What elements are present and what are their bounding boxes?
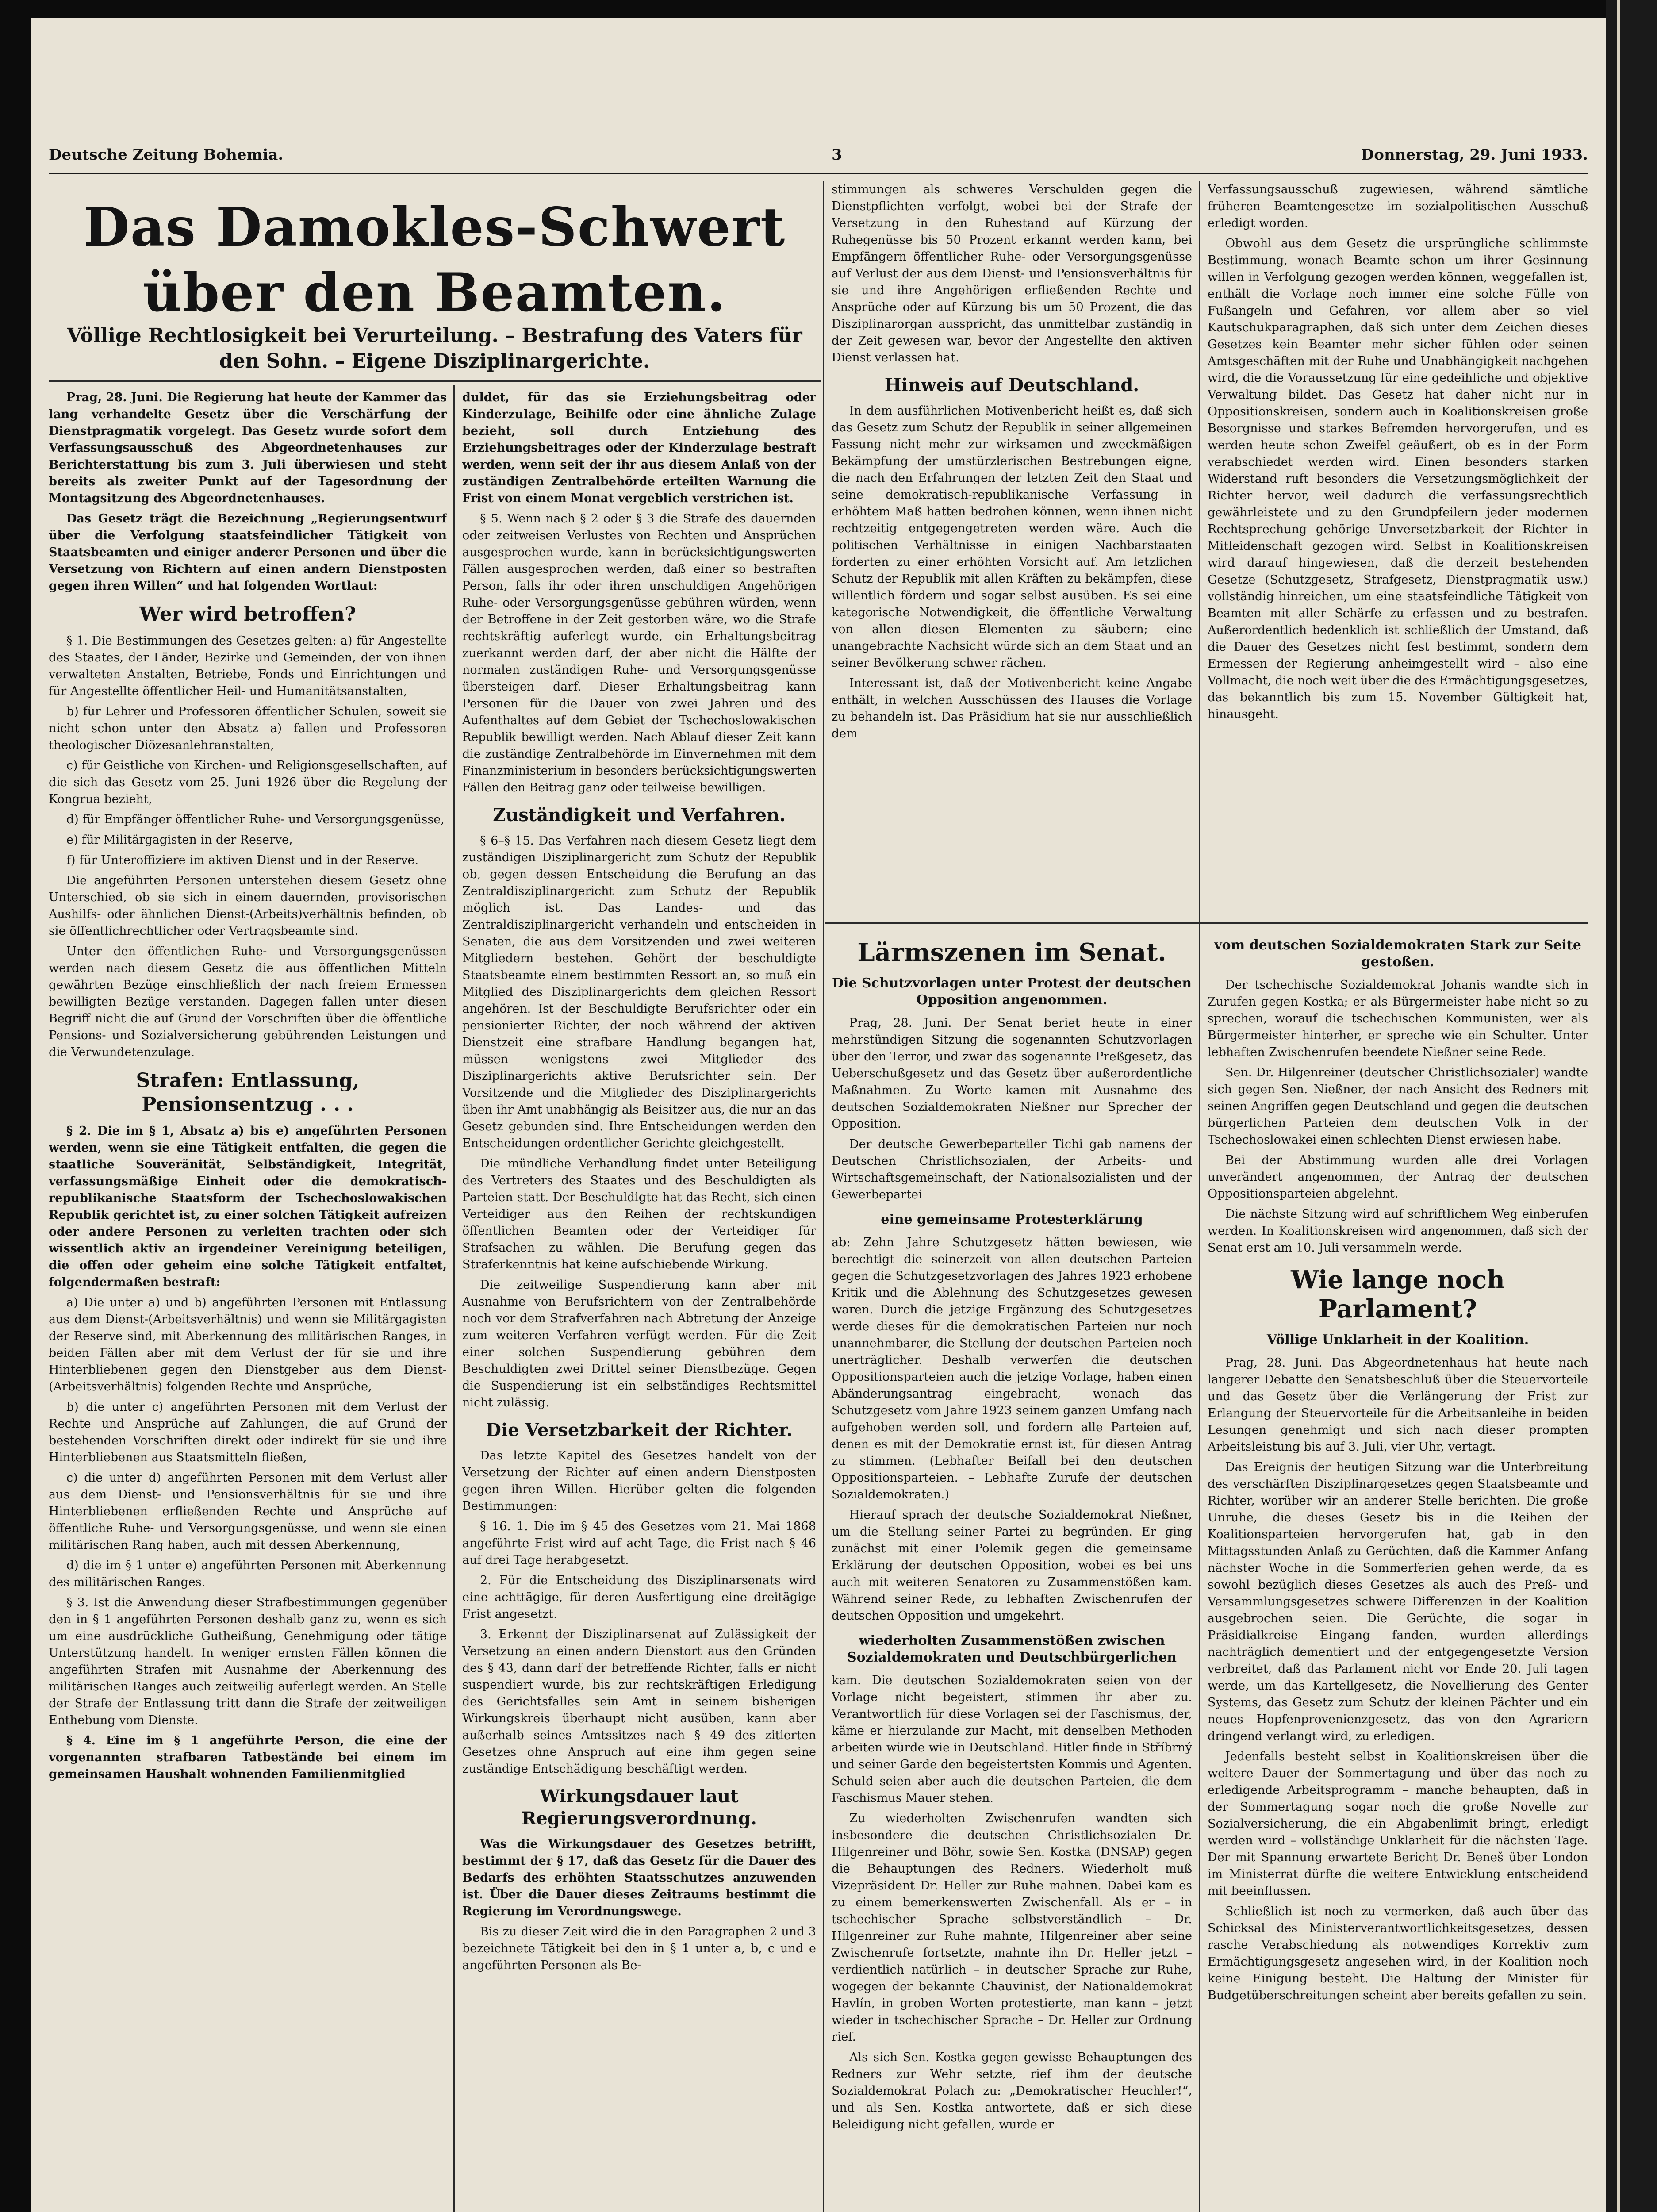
paragraph: Schließlich ist noch zu vermerken, daß auch über das Schicksal des Ministerverantwortlichkeitsgesetzes, dessen rasche Verabschiedung als notwendiges Korrektiv zum Ermächtigungsgesetz angesehen wird, in der Koalition noch keine Einigung besteht. Die Haltung der Minister für Budgetüberschreitungen scheint aber bereits gefallen zu sein. [1208,1905,1588,2002]
section-heading: Wer wird betroffen? [139,603,356,626]
paragraph: In dem ausführlichen Motivenbericht heißt es, daß sich das Gesetz zum Schutz der Republik in seiner allgemeinen Fassung nicht mehr zur wirksamen und zweckmäßigen Bekämpfung der umstürzlerischen Bestrebungen eigne, die nach den Erfahrungen der letzten Zeit den Staat und seine demokratisch-republikanische Verfassung in erhöhtem Maß hatten bedrohen können, wenn ihnen nicht rechtzeitig entgegengetreten werden wäre. Auch die politischen Verhältnisse in einigen Nachbarstaaten forderten zu einer erhöhten Vorsicht auf. Am letzlichen Schutz der Republik mit allen Kräften zu bekämpfen, diese willentlich fördern und sogar selbst ausüben. Es sei eine kategorische Notwendigkeit, die öffentliche Verwaltung von allen diesen Elementen zu säubern; eine unangebrachte Nachsicht würde sich an dem Staat und an seiner Bevölkerung schwer rächen. [832,404,1192,670]
paragraph: duldet, für das sie Erziehungsbeitrag oder Kinderzulage, Beihilfe oder eine ähnliche Zulage bezieht, soll durch Entziehung des Erziehungsbeitrages oder der Kinderzulage bestraft werden, wenn seit der ihr aus diesem Anlaß von der zuständigen Zentralbehörde erteilten Warnung die Frist von einem Monat vergeblich verstrichen ist. [462,391,816,505]
paragraph: Die mündliche Verhandlung findet unter Beteiligung des Vertreters des Staates und des Beschuldigten als Parteien statt. Der Beschuldigte hat das Recht, sich einen Verteidiger aus den Reihen der rechtskundigen öffentlichen Beamten oder der Verteidiger für Strafsachen zu wählen. Die Berufung gegen das Straferkenntnis hat keine aufschiebende Wirkung. [462,1157,816,1271]
paragraph: Jedenfalls besteht selbst in Koalitionskreisen über die weitere Dauer der Sommertagung und über das noch zu erledigende Arbeitsprogramm – manche behaupten, daß in der Sommertagung sogar noch die große Novelle zur Sozialversicherung, die ein Abgabenlimit bringt, erledigt werden wird – vollständige Unklarheit für die nächsten Tage. Der mit Spannung erwartete Bericht Dr. Beneš über London im Ministerrat dürfte die weitere Entwicklung entscheidend mit beeinflussen. [1208,1750,1588,1898]
paragraph: Prag, 28. Juni. Das Abgeordnetenhaus hat heute nach langerer Debatte den Senatsbeschluß über die Steuervorteile und das Gesetz über die Verlängerung der Frist zur Erlangung der Steuervorteile für die Arbeitsanleihe in beiden Lesungen genehmigt und sich nach dieser prompten Arbeitsleistung bis auf 3. Juli, vier Uhr, vertagt. [1208,1356,1588,1454]
section-heading: Strafen: Entlassung, Pensionsentzug . . . [136,1069,360,1116]
paragraph: f) für Unteroffiziere im aktiven Dienst und in der Reserve. [66,853,419,867]
scan-paper-strip [1617,0,1620,2212]
section-heading: Hinweis auf Deutschland. [884,375,1139,396]
paragraph: Was die Wirkungsdauer des Gesetzes betrifft, bestimmt der § 17, daß das Gesetz für die Dauer des Bedarfs des erhöhten Staatsschutzes anzuwenden ist. Über die Dauer dieses Zeitraums bestimmt die Regierung im Verordnungswege. [462,1837,816,1918]
header-date: Donnerstag, 29. Juni 1933. [1361,146,1588,164]
header-paper-name: Deutsche Zeitung Bohemia. [49,146,284,164]
paragraph: Obwohl aus dem Gesetz die ursprüngliche schlimmste Bestimmung, wonach Beamte schon um ihrer Gesinnung willen in Verfolgung gezogen werden können, weggefallen ist, enthält die Vorlage noch immer eine solche Fülle von Fußangeln und Gefahren, vor allem aber so viel Kautschukparagraphen, daß sich unter dem Zeichen dieses Gesetzes kein Beamter mehr sicher fühlen oder seinen Amtsgeschäften mit der Ruhe und Unabhängigkeit nachgehen wird, die die Voraussetzung für eine gedeihliche und objektive Verwaltung bildet. Das Gesetz hat daher nicht nur in Oppositionskreisen, sondern auch in Koalitionskreisen große Besorgnisse und starkes Befremden hervorgerufen, und es werden heute schon Zweifel geäußert, ob es in der Form verabschiedet werden wird. Einen besonders starken Widerstand ruft besonders die Versetzungsmöglichkeit der Richter hervor, weil dadurch die verfassungsrechtlich gewährleistete und zu den Grundpfeilern jeder modernen Rechtsprechung gehörige Unversetzbarkeit der Richter in Mitleidenschaft gezogen wird. Selbst in Koalitionskreisen wird darauf hingewiesen, daß die derzeit bestehenden Gesetze (Schutzgesetz, Strafgesetz, Dienstpragmatik usw.) vollständig hinreichen, um eine staatsfeindliche Tätigkeit von Beamten mit aller Schärfe zu erfassen und zu bestrafen. Außerordentlich bedenklich ist schließlich der Umstand, daß die Dauer des Gesetzes nicht fest bestimmt, sondern dem Ermessen der Regierung anheimgestellt wird – also eine Vollmacht, die noch weit über die des Ermächtigungsgesetzes, das bekanntlich bis zum 15. November Gültigkeit hat, hinausgeht. [1208,237,1588,721]
section-heading: Die Versetzbarkeit der Richter. [486,1420,793,1440]
paragraph: Bei der Abstimmung wurden alle drei Vorlagen unverändert angenommen, der Antrag der deutschen Oppositionsparteien abgelehnt. [1208,1153,1588,1201]
paragraph: § 6–§ 15. Das Verfahren nach diesem Gesetz liegt dem zuständigen Disziplinargericht zum Schutz der Republik ob, gegen dessen Entscheidung die Berufung an das Zentraldisziplinargericht zum Schutz der Republik möglich ist. Das Landes- und das Zentraldisziplinargericht verhandeln und entscheiden in Senaten, die aus dem Vorsitzenden und zwei weiteren Mitgliedern bestehen. Gehört der beschuldigte Staatsbeamte einem bestimmten Ressort an, so muß ein Mitglied des Disziplinargerichts dem gleichen Ressort angehören. Ist der Beschuldigte Berufsrichter oder ein pensionierter Richter, der noch während der aktiven Dienstzeit eine strafbare Handlung begangen hat, müssen wenigstens zwei Mitglieder des Disziplinargerichts aktive Berufsrichter sein. Der Vorsitzende und die Mitglieder des Disziplinargerichts üben ihr Amt unabhängig als Beisitzer aus, die nur an das Gesetz gebunden sind. Ihre Entscheidungen werden den Entscheidungen ordentlicher Gerichte gleichgestellt. [462,834,816,1150]
section-heading: Zuständigkeit und Verfahren. [493,805,786,826]
section-subheading: Völlige Unklarheit in der Koalition. [1266,1332,1529,1348]
column-rule-1 [453,385,455,2212]
paragraph: § 5. Wenn nach § 2 oder § 3 die Strafe des dauernden oder zeitweisen Verlustes von Rechten und Ansprüchen ausgesprochen wurde, kann in berücksichtigungswerten Fällen ausgesprochen werden, daß einer so bestraften Person, falls ihr oder ihren unschuldigen Angehörigen Ruhe- oder Versorgungsgenüsse gebühren würden, wenn der Betroffene in der Zeit gestorben wäre, wo die Strafe rechtskräftig auferlegt wurde, ein Erhaltungsbeitrag zuerkannt werden darf, der aber nicht die Hälfte der normalen zuständigen Ruhe- und Versorgungsgenüsse übersteigen darf. Dieser Erhaltungsbeitrag kann Personen für die Dauer von zwei Jahren und des Aufenthaltes auf dem Gebiet der Tschechoslowakischen Republik bewilligt werden. Nach Ablauf dieser Zeit kann die zuständige Zentralbehörde im Einvernehmen mit dem Finanzministerium in besonders berücksichtigungswerten Fällen den Beitrag ganz oder teilweise bewilligen. [462,512,816,795]
paragraph: Das Gesetz trägt die Bezeichnung „Regierungsentwurf über die Verfolgung staatsfeindlicher Tätigkeit von Staatsbeamten und einiger anderer Personen und über die Versetzung von Richtern auf einen andern Dienstposten gegen ihren Willen“ und hat folgenden Wortlaut: [49,512,447,593]
paragraph: Die angeführten Personen unterstehen diesem Gesetz ohne Unterschied, ob sie sich in einem dauernden, provisorischen Aushilfs- oder ähnlichen Dienst-(Arbeits)verhältnis befinden, ob sie öffentlichrechtlicher oder Vertragsbeamte sind. [49,874,447,938]
paragraph: 2. Für die Entscheidung des Disziplinarsenats wird eine achttägige, für deren Ausfertigung eine dreitägige Frist angesetzt. [462,1574,816,1621]
paragraph: Verfassungsausschuß zugewiesen, während sämtliche früheren Beamtengesetze im sozialpolitischen Ausschuß erledigt worden. [1208,183,1588,230]
paragraph: Das letzte Kapitel des Gesetzes handelt von der Versetzung der Richter auf einen andern Dienstposten gegen ihren Willen. Hierüber gelten die folgenden Bestimmungen: [462,1449,816,1513]
column-2 [462,389,816,2212]
column-1 [49,389,447,2212]
paragraph: § 4. Eine im § 1 angeführte Person, die eine der vorgenannten strafbaren Tatbestände bei einem im gemeinsamen Haushalt wohnenden Familienmitglied [49,1734,447,1781]
paragraph: 3. Erkennt der Disziplinarsenat auf Zulässigkeit der Versetzung an einen andern Dienstort aus den Gründen des § 43, dann darf der betreffende Richter, falls er nicht suspendiert wurde, bis zur rechtskräftigen Erledigung des Gerichtsfalles sein Amt in seinem bisherigen Wirkungskreis überhaupt nicht ausüben, kann aber außerhalb seines Amtssitzes nach § 49 des zitierten Gesetzes ohne Anspruch auf eine ihm gegen seine zuständige Entschädigung beschäftigt werden. [462,1628,816,1776]
newspaper-page [31,18,1606,2212]
header-page-number: 3 [832,146,842,164]
paragraph: ab: Zehn Jahre Schutzgesetz hätten bewiesen, wie berechtigt die seinerzeit von allen deutschen Parteien gegen die Schutzgesetzvorlagen des Jahres 1923 erhobene Kritik und die Ablehnung des Schutzgesetzes gewesen waren. Durch die jetzige Ergänzung des Schutzgesetzes werde dieses für die demokratischen Parteien nur noch unannehmbarer, die Stellung der deutschen Parteien noch unerträglicher. Deshalb verwerfen die deutschen Oppositionsparteien auch die jetzige Vorlage, haben einen Abänderungsantrag eingebracht, wonach das Schutzgesetz vom Jahre 1923 seinem ganzen Umfang nach aufgehoben werden soll, und fordern alle Parteien auf, denen es mit der Demokratie ernst ist, für diesen Antrag zu stimmen. (Lebhafter Beifall bei den deutschen Oppositionsparteien. – Lebhafte Zurufe der deutschen Sozialdemokraten.) [832,1236,1192,1502]
section-subheading: wiederholten Zusammenstößen zwischen Sozialdemokraten und Deutschbürgerlichen [847,1633,1177,1665]
paragraph: c) für Geistliche von Kirchen- und Religionsgesellschaften, auf die sich das Gesetz vom 25. Juni 1926 über die Regelung der Kongrua bezieht, [49,759,447,806]
paragraph: Bis zu dieser Zeit wird die in den Paragraphen 2 und 3 bezeichnete Tätigkeit bei den in § 1 unter a, b, c und e angeführten Personen als Be- [462,1925,816,1972]
main-headline: Das Damokles-Schwert über den Beamten. [83,196,786,324]
paragraph: stimmungen als schweres Verschulden gegen die Dienstpflichten verfolgt, wobei bei der Strafe der Versetzung in den Ruhestand auf Kürzung der Ruhegenüsse bis 50 Prozent erkannt werden kann, bei Empfängern öffentlicher Ruhe- oder Versorgungsgenüsse auf Verlust der aus dem Dienst- und Pensionsverhältnis für sie und ihre Angehörigen erfließenden Rechte und Ansprüche oder auf Kürzung bis um 50 Prozent, die das Disziplinarorgan ausspricht, das unmittelbar zuständig in der Zeit gewesen war, bevor der Angestellte den aktiven Dienst verlassen hat. [832,183,1192,365]
paragraph: Die nächste Sitzung wird auf schriftlichem Weg einberufen werden. In Koalitionskreisen wird angenommen, daß sich der Senat erst am 10. Juli versammeln werde. [1208,1207,1588,1255]
paragraph: Prag, 28. Juni. Der Senat beriet heute in einer mehrstündigen Sitzung die sogenannten Schutzvorlagen über den Terror, und zwar das sogenannte Preßgesetz, das Ueberschußgesetz und das Gesetz über außerordentliche Maßnahmen. Zu Worte kamen mit Ausnahme des deutschen Sozialdemokraten Nießner nur Sprecher der Opposition. [832,1016,1192,1131]
section-subheading: vom deutschen Sozialdemokraten Stark zur Seite gestoßen. [1214,937,1581,970]
section-heading: Wirkungsdauer laut Regierungsverordnung. [522,1786,757,1829]
paragraph: § 1. Die Bestimmungen des Gesetzes gelten: a) für Angestellte des Staates, der Länder, Bezirke und Gemeinden, der von ihnen verwalteten Anstalten, Betriebe, Fonds und Einrichtungen und für Angestellte öffentlicher Heil- und Humanitätsanstalten, [49,634,447,698]
paragraph: Das Ereignis der heutigen Sitzung war die Unterbreitung des verschärften Disziplinargesetzes gegen Staatsbeamte und Richter, worüber wir an anderer Stelle berichten. Die große Unruhe, die dieses Gesetz bis in die Reihen der Koalitionsparteien hervorgerufen hat, gab in den Mittagsstunden Anlaß zu Gerüchten, daß die Kammer Anfang nächster Woche in die Sommerferien gehen werde, da es sowohl bezüglich dieses Gesetzes als auch des Preß- und Versammlungsgesetzes schwere Differenzen in der Koalition ausgebrochen seien. Die Gerüchte, die sogar in Präsidialkreise Eingang fanden, wurden allerdings nachträglich dementiert und der entgegengesetzte Version verbreitet, daß das Parlament nicht vor Ende 20. Juli tagen werde, um das Kartellgesetz, die Novellierung des Genter Systems, das Gesetz zum Schutz der kleinen Pächter und ein neues Hopfenprovenienzgesetz, das von den Agrariern dringend verlangt wird, zu erledigen. [1208,1460,1588,1743]
main-subheadline: Völlige Rechtlosigkeit bei Verurteilung. – Bestrafung des Vaters für den Sohn. – Eigene Disziplinargerichte. [67,324,802,373]
scan-dark-edge [1606,0,1657,2212]
paragraph: Interessant ist, daß der Motivenbericht keine Angabe enthält, in welchen Ausschüssen des Hauses die Vorlage zu behandeln ist. Das Präsidium hat sie nur ausschließlich dem [832,676,1192,741]
paragraph: kam. Die deutschen Sozialdemokraten seien von der Vorlage nicht begeistert, stimmen ihr aber zu. Verantwortlich für diese Vorlagen sei der Faschismus, der, käme er hierzulande zur Macht, mit denselben Methoden arbeiten würde wie in Deutschland. Hitler finde in Stříbrný und seiner Garde den begeistertsten Kommis und Agenten. Schuld seien aber auch die deutschen Parteien, die dem Faschismus Mauer stehen. [832,1674,1192,1805]
page-header [49,146,1588,173]
paragraph: Hierauf sprach der deutsche Sozialdemokrat Nießner, um die Stellung seiner Partei zu begründen. Er ging zunächst mit einer Polemik gegen die gemeinsame Erklärung der deutschen Opposition, wobei es bei uns auch mit weiteren Senatoren zu Zusammenstößen kam. Während seiner Rede, zu lebhaften Zwischenrufen der deutschen Opposition und umgekehrt. [832,1508,1192,1623]
paragraph: Prag, 28. Juni. Die Regierung hat heute der Kammer das lang verhandelte Gesetz über die Verschärfung der Dienstpragmatik vorgelegt. Das Gesetz wurde sofort dem Verfassungsausschuß des Abgeordnetenhauses zur Berichterstattung bis zum 3. Juli überwiesen und steht bereits als zweiter Punkt auf der Tagesordnung der Montagsitzung des Abgeordnetenhauses. [49,391,447,505]
section-subheading: Die Schutzvorlagen unter Protest der deutschen Opposition angenommen. [832,975,1192,1008]
paragraph: Unter den öffentlichen Ruhe- und Versorgungsgenüssen werden nach diesem Gesetz die aus öffentlichen Mitteln gewährten Bezüge einschließlich der nach freiem Ermessen bewilligten Bezüge verstanden. Dagegen fallen unter diesen Begriff nicht die auf Grund der Vorschriften über die öffentliche Pensions- und Sozialversicherung gebührenden Leistungen und die Verwundetenzulage. [49,945,447,1059]
paragraph: Sen. Dr. Hilgenreiner (deutscher Christlichsozialer) wandte sich gegen Sen. Nießner, der nach Ansicht des Redners mit seinen Angriffen gegen Deutschland und gegen die deutschen bürgerlichen Parteien dem deutschen Volk in der Tschechoslowakei einen schlechten Dienst erwiesen habe. [1208,1066,1588,1147]
column-4-upper [1208,181,1588,920]
paragraph: d) die im § 1 unter e) angeführten Personen mit Aberkennung des militärischen Ranges. [49,1559,447,1589]
paragraph: b) für Lehrer und Professoren öffentlicher Schulen, soweit sie nicht schon unter den Absatz a) fallen und Professoren theologischer Diözesanlehranstalten, [49,705,447,752]
column-rule-3 [1199,181,1200,2212]
paragraph: d) für Empfänger öffentlicher Ruhe- und Versorgungsgenüsse, [66,813,445,826]
paragraph: Zu wiederholten Zwischenrufen wandten sich insbesondere die deutschen Christlichsozialen Dr. Hilgenreiner und Böhr, sowie Sen. Kostka (DNSAP) gegen die Behauptungen des Redners. Wiederholt muß Vizepräsident Dr. Heller zur Ruhe mahnen. Dabei kam es zu einem bemerkenswerten Zwischenfall. Als er – in tschechischer Sprache selbstverständlich – Dr. Hilgenreiner zur Ruhe mahnte, Hilgenreiner aber seine Zwischenrufe fortsetzte, mahnte ihn Dr. Heller jetzt – verdientlich natürlich – in deutscher Sprache zur Ruhe, wogegen der bekannte Chauvinist, der Nationaldemokrat Havlín, in groben Worten protestierte, man kann – jetzt wieder in tschechischer Sprache – Dr. Heller zur Ordnung rief. [832,1812,1192,2044]
paragraph: § 16. 1. Die im § 45 des Gesetzes vom 21. Mai 1868 angeführte Frist wird auf acht Tage, die Frist nach § 46 auf drei Tage herabgesetzt. [462,1520,816,1567]
section-heading: Wie lange noch Parlament? [1291,1265,1505,1324]
section-heading: Lärmszenen im Senat. [857,938,1166,967]
column-3-lower [832,929,1192,2212]
paragraph: § 2. Die im § 1, Absatz a) bis e) angeführten Personen werden, wenn sie eine Tätigkeit entfalten, die gegen die staatliche Souveränität, Selbständigkeit, Integrität, verfassungsmäßige Einheit oder die demokratisch-republikanische Staatsform der Tschechoslowakischen Republik gerichtet ist, zu einer solchen Tätigkeit aufreizen oder andere Personen zu verleiten trachten oder sich wissentlich aktiv an irgendeiner Vereinigung beteiligen, die offen oder geheim eine solche Tätigkeit entfaltet, folgendermaßen bestraft: [49,1124,447,1289]
paragraph: Der deutsche Gewerbeparteiler Tichi gab namens der Deutschen Christlichsozialen, der Arbeits- und Wirtschaftsgemeinschaft, der Nationalsozialisten und der Gewerbepartei [832,1137,1192,1202]
column-rule-2 [823,181,824,2212]
section-subheading: eine gemeinsame Protesterklärung [881,1212,1143,1227]
paragraph: Die zeitweilige Suspendierung kann aber mit Ausnahme von Berufsrichtern von der Zentralbehörde noch vor dem Strafverfahren nach Abtretung der Anzeige zum weiteren Verfahren verfügt werden. Für die Zeit einer solchen Suspendierung gebühren dem Beschuldigten zwei Drittel seiner Dienstbezüge. Gegen die Suspendierung ist ein selbständiges Rechtsmittel nicht zulässig. [462,1278,816,1409]
paragraph: e) für Militärgagisten in der Reserve, [66,833,293,847]
paragraph: § 3. Ist die Anwendung dieser Strafbestimmungen gegenüber den in § 1 angeführten Personen deshalb ganz zu, wenn es sich um eine ausdrückliche Gutheißung, Genehmigung oder tätige Unterstützung handelt. In weniger ernsten Fällen können die angeführten Strafen mit Ausnahme der Aberkennung des militärischen Ranges auch zeitweilig auferlegt werden. An Stelle der Strafe der Entlassung tritt dann die Strafe der zeitweiligen Enthebung vom Dienste. [49,1596,447,1727]
paragraph: c) die unter d) angeführten Personen mit dem Verlust aller aus dem Dienst- und Pensionsverhältnis für sie und ihre Hinterbliebenen erfließenden Rechte und Ansprüche auf öffentliche Ruhe- und Versorgungsgenüsse, und wenn sie einen militärischen Rang haben, auch mit dessen Aberkennung, [49,1471,447,1552]
paragraph: Der tschechische Sozialdemokrat Johanis wandte sich in Zurufen gegen Kostka; er als Bürgermeister habe nicht so zu sprechen, worauf die tschechischen Kommunisten, wer als Bürgermeister hinterher, er spreche wie ein Schulter. Unter lebhaften Zwischenrufen beendete Nießner seine Rede. [1208,978,1588,1059]
paragraph: a) Die unter a) und b) angeführten Personen mit Entlassung aus dem Dienst-(Arbeitsverhältnis) und wenn sie Militärgagisten der Reserve sind, mit Aberkennung des militärischen Ranges, in beiden Fällen aber mit dem Verlust der für sie und ihre Hinterbliebenen gegen den Dienstgeber aus dem Dienst-(Arbeitsverhältnis) folgenden Rechte und Ansprüche, [49,1296,447,1394]
paragraph: Als sich Sen. Kostka gegen gewisse Behauptungen des Redners zur Wehr setzte, rief ihm der deutsche Sozialdemokrat Polach zu: „Demokratischer Heuchler!“, und als Sen. Kostka antwortete, daß er sich diese Beleidigung nicht gefallen, wurde er [832,2051,1192,2131]
column-4-lower [1208,929,1588,2212]
header-rule [49,173,1588,174]
headline-rule [49,380,821,382]
paragraph: b) die unter c) angeführten Personen mit dem Verlust der Rechte und Ansprüche auf Zahlungen, die auf Grund der bestehenden Vorschriften direkt oder indirekt für sie und ihre Hinterbliebenen aus Staatsmitteln fließen, [49,1400,447,1464]
